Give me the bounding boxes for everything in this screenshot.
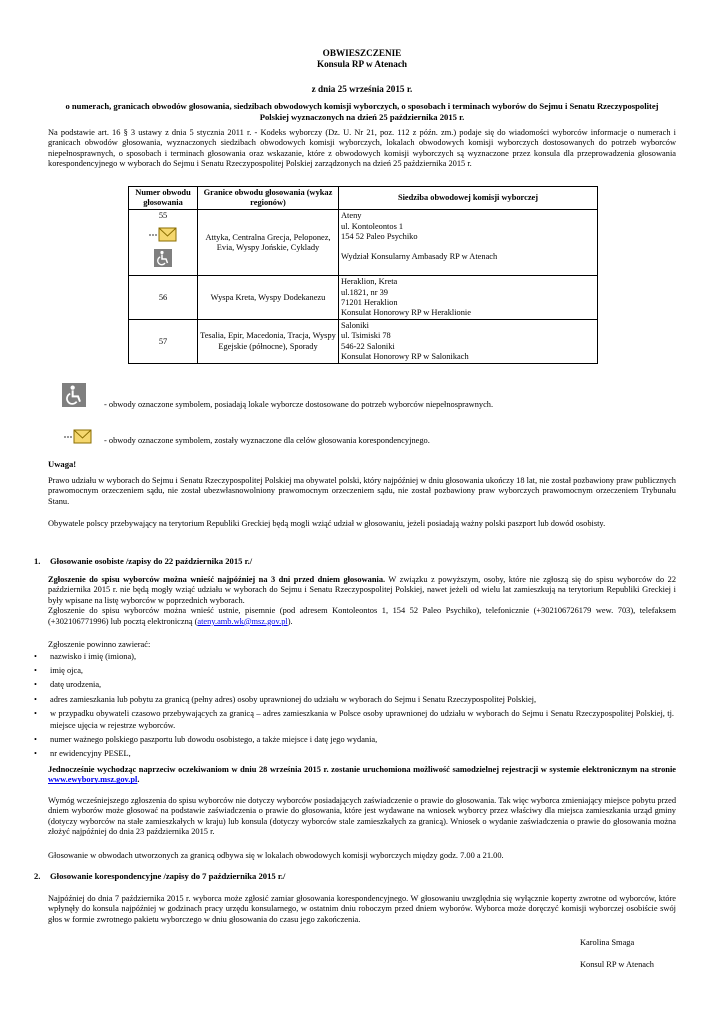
ewybory-link[interactable]: www.ewybory.msz.gov.pl <box>48 775 138 785</box>
contents-intro: Zgłoszenie powinno zawierać: <box>48 640 151 649</box>
district-number: 56 <box>129 276 198 320</box>
list-item: • w przypadku obywateli czasowo przebywających za granicą – adres zamieszkania w Polsce osoby uprawnionej do udziału w wyborach do Sejmu i Senatu Rzeczypospolitej Polskiej, tj. miejsce ujęcia w rejestrze wyborców. <box>34 708 674 732</box>
district-regions: Attyka, Centralna Grecja, Peloponez, Evia, Wyspy Jońskie, Cyklady <box>198 210 339 276</box>
list-item: • nr ewidencyjny PESEL, <box>34 748 674 760</box>
section-2-heading <box>34 871 285 881</box>
header-regions: Granice obwodu głosowania (wykaz regionów) <box>198 187 339 210</box>
online-text: Jednocześnie wychodząc naprzeciw oczekiwaniom w dniu 28 września 2015 r. zostanie uruchomiona możliwość samodzielnej rejestracji w systemie elektronicznym na stronie <box>48 765 676 774</box>
header-seat: Siedziba obwodowej komisji wyborczej <box>339 187 598 210</box>
wheelchair-icon <box>131 249 195 270</box>
district-regions: Tesalia, Epir, Macedonia, Tracja, Wyspy Egejskie (północne), Sporady <box>198 320 339 364</box>
seat-line: ul.1821, nr 39 <box>341 287 388 297</box>
signature-name: Karolina Smaga <box>580 938 635 947</box>
doc-subject: o numerach, granicach obwodów głosowania, siedzibach obwodowych komisji wyborczych, o sposobach i terminach wyborów do Sejmu i Senatu Rzeczypospolitej Polskiej wyznaczonych na dzień 25 października 2015 r. <box>65 101 659 122</box>
list-item: • adres zamieszkania lub pobytu za granicą (pełny adres) osoby uprawnionej do udziału w wyborach do Sejmu i Senatu Rzeczypospolitej Polskiej, <box>34 694 674 706</box>
signature-role: Konsul RP w Atenach <box>580 960 654 969</box>
section-2-number: 2. <box>34 871 41 881</box>
seat-line: 546-22 Saloniki <box>341 341 395 351</box>
intro-paragraph: Na podstawie art. 16 § 3 ustawy z dnia 5 stycznia 2011 r. - Kodeks wyborczy (Dz. U. Nr 21, poz. 112 z późn. zm.) podaje się do wiadomości wyborców informacje o numerach i granicach obwodów głosowania, wyznaczonych siedzibach obwodowych komisji wyborczych, lokalach obwodowych komisji wyborczych dostosowanych do potrzeb wyborców niepełnosprawnych, o sposobach i terminach głosowania oraz wskazanie, które z obwodowych komisji wyborczych są wyznaczone przez konsula dla przeprowadzenia głosowania korespondencyjnego w wyborach do Sejmu i Senatu Rzeczypospolitej Polskiej zarządzonych na dzień 25 października 2015 r. <box>48 128 676 169</box>
district-regions: Wyspa Kreta, Wyspy Dodekanezu <box>198 276 339 320</box>
district-number: 57 <box>129 320 198 364</box>
online-end: . <box>137 775 140 785</box>
list-item: • nazwisko i imię (imiona), <box>34 651 674 663</box>
doc-date: z dnia 25 września 2015 r. <box>311 84 413 94</box>
table-header-row <box>129 187 598 210</box>
hours-paragraph: Głosowanie w obwodach utworzonych za granicą odbywa się w lokalach obwodowych komisji wyborczych między godz. 7.00 a 21.00. <box>48 851 504 860</box>
list-item: • datę urodzenia, <box>34 679 674 691</box>
list-item: • imię ojca, <box>34 665 674 677</box>
notice-paragraph-1: Prawo udziału w wyborach do Sejmu i Senatu Rzeczypospolitej Polskiej ma obywatel polski, który najpóźniej w dniu głosowania ukończy 18 lat, nie został pozbawiony praw publicznych prawomocnym orzeczeniem sądu, nie został ubezwłasnowolniony prawomocnym orzeczeniem sądu, nie został pozbawiony praw wyborczych prawomocnym orzeczeniem Trybunału Stanu. <box>48 476 676 506</box>
district-seat <box>339 210 598 276</box>
doc-title: OBWIESZCZENIE <box>322 48 402 58</box>
section-1-number: 1. <box>34 556 41 566</box>
districts-table <box>128 186 598 364</box>
table-row <box>129 320 598 364</box>
section-1-rest: W związku z powyższym, osoby, które nie zgłoszą się do spisu wyborców do 22 października 2015 r. nie będą mogły wziąć udziału w wyborach do Sejmu i Senatu Rzeczypospolitej Polskiej, nawet jeżeli od wielu lat zamieszkują na terytorium Republiki Greckiej i były wpisane na listę wyborców w poprzednich wyborach. <box>48 575 677 605</box>
district-number: 55 <box>158 211 168 221</box>
section-1-lead: Zgłoszenie do spisu wyborców można wnieść najpóźniej na 3 dni przed dniem głosowania. <box>48 575 386 584</box>
seat-line: Konsulat Honorowy RP w Salonikach <box>341 351 469 361</box>
seat-line: Heraklion, Kreta <box>341 277 398 287</box>
list-item: • numer ważnego polskiego paszportu lub dowodu osobistego, a także miejsce i datę jego wydania, <box>34 734 674 746</box>
section-2-title: Głosowanie korespondencyjne /zapisy do 7 października 2015 r./ <box>50 871 286 881</box>
envelope-icon <box>131 226 195 247</box>
district-seat <box>339 276 598 320</box>
notice-paragraph-2: Obywatele polscy przebywający na terytorium Republiki Greckiej będą mogli wziąć udział w głosowaniu, jeżeli posiadają ważny polski paszport lub dowód osobisty. <box>48 519 606 528</box>
legend-postal: - obwody oznaczone symbolem, zostały wyznaczone dla celów głosowania korespondencyjnego. <box>104 436 430 445</box>
district-number-cell <box>129 210 198 276</box>
required-fields-list <box>34 651 674 761</box>
section-1-contact: Zgłoszenie do spisu wyborców można wnieść ustnie, pisemnie (pod adresem Kontoleontos 1, 154 52 Paleo Psychiko), telefonicznie (+302106726179 wew. 703), telefaksem (+302106771996) lub pocztą elektroniczną ( <box>48 606 676 626</box>
legend-envelope-icon <box>62 428 94 451</box>
seat-line: ul. Kontoleontos 1 <box>341 221 404 231</box>
seat-line: Konsulat Honorowy RP w Heraklionie <box>341 308 471 318</box>
table-row <box>129 210 598 276</box>
seat-line: 71201 Heraklion <box>341 297 398 307</box>
seat-spacer <box>341 242 595 252</box>
header-number: Numer obwodu głosowania <box>129 187 198 210</box>
seat-line: Ateny <box>341 211 362 221</box>
seat-line: ul. Tsimiski 78 <box>341 331 391 341</box>
online-registration <box>48 765 676 786</box>
legend-wheelchair-icon <box>62 383 86 412</box>
section-1-contact-end: ). <box>287 616 293 626</box>
certificate-paragraph: Wymóg wcześniejszego zgłoszenia do spisu wyborców nie dotyczy wyborców posiadających zaświadczenie o prawie do głosowania. Tak więc wyborca zmieniający miejsce pobytu przed dniem wyborów może głosować na podstawie zaświadczenia o prawie do głosowania, które jest wydawane na wniosek wyborcy przez właściwy dla miejsca zamieszkania urząd gminy (dotyczy wyborców na stałe zamieszkałych w kraju) lub konsula (dotyczy wyborców stale zamieszkałych za granicą). Wniosek o wydanie zaświadczenia o prawie do głosowania można złożyć najpóźniej do dnia 23 października 2015 r. <box>48 796 676 837</box>
notice-heading: Uwaga! <box>48 459 77 469</box>
section-1-title: Głosowanie osobiste /zapisy do 22 października 2015 r./ <box>50 556 253 566</box>
legend-accessible: - obwody oznaczone symbolem, posiadają lokale wyborcze dostosowane do potrzeb wyborców niepełnosprawnych. <box>104 400 494 409</box>
section-1-heading <box>34 556 252 566</box>
section-1-paragraph <box>48 575 676 627</box>
section-2-paragraph: Najpóźniej do dnia 7 października 2015 r. wyborca może zgłosić zamiar głosowania korespondencyjnego. W głosowaniu uwzględnia się wyłącznie koperty zwrotne od wyborców, które wpłynęły do konsula najpóźniej w godzinach pracy urzędu konsularnego, w ostatnim dniu roboczym przed dniem wyborów. Wyborca może doręczyć komisji wyborczej osobiście swój głos w formie zwrotnego pakietu wyborczego w dniu głosowania do czasu jego zakończenia. <box>48 894 676 924</box>
doc-issuer: Konsula RP w Atenach <box>316 59 408 69</box>
table-row <box>129 276 598 320</box>
email-link[interactable]: ateny.amb.wk@msz.gov.pl <box>197 616 288 626</box>
seat-line: Wydział Konsularny Ambasady RP w Atenach <box>341 252 498 262</box>
district-seat <box>339 320 598 364</box>
seat-line: Saloniki <box>341 321 369 331</box>
seat-line: 154 52 Paleo Psychiko <box>341 231 418 241</box>
